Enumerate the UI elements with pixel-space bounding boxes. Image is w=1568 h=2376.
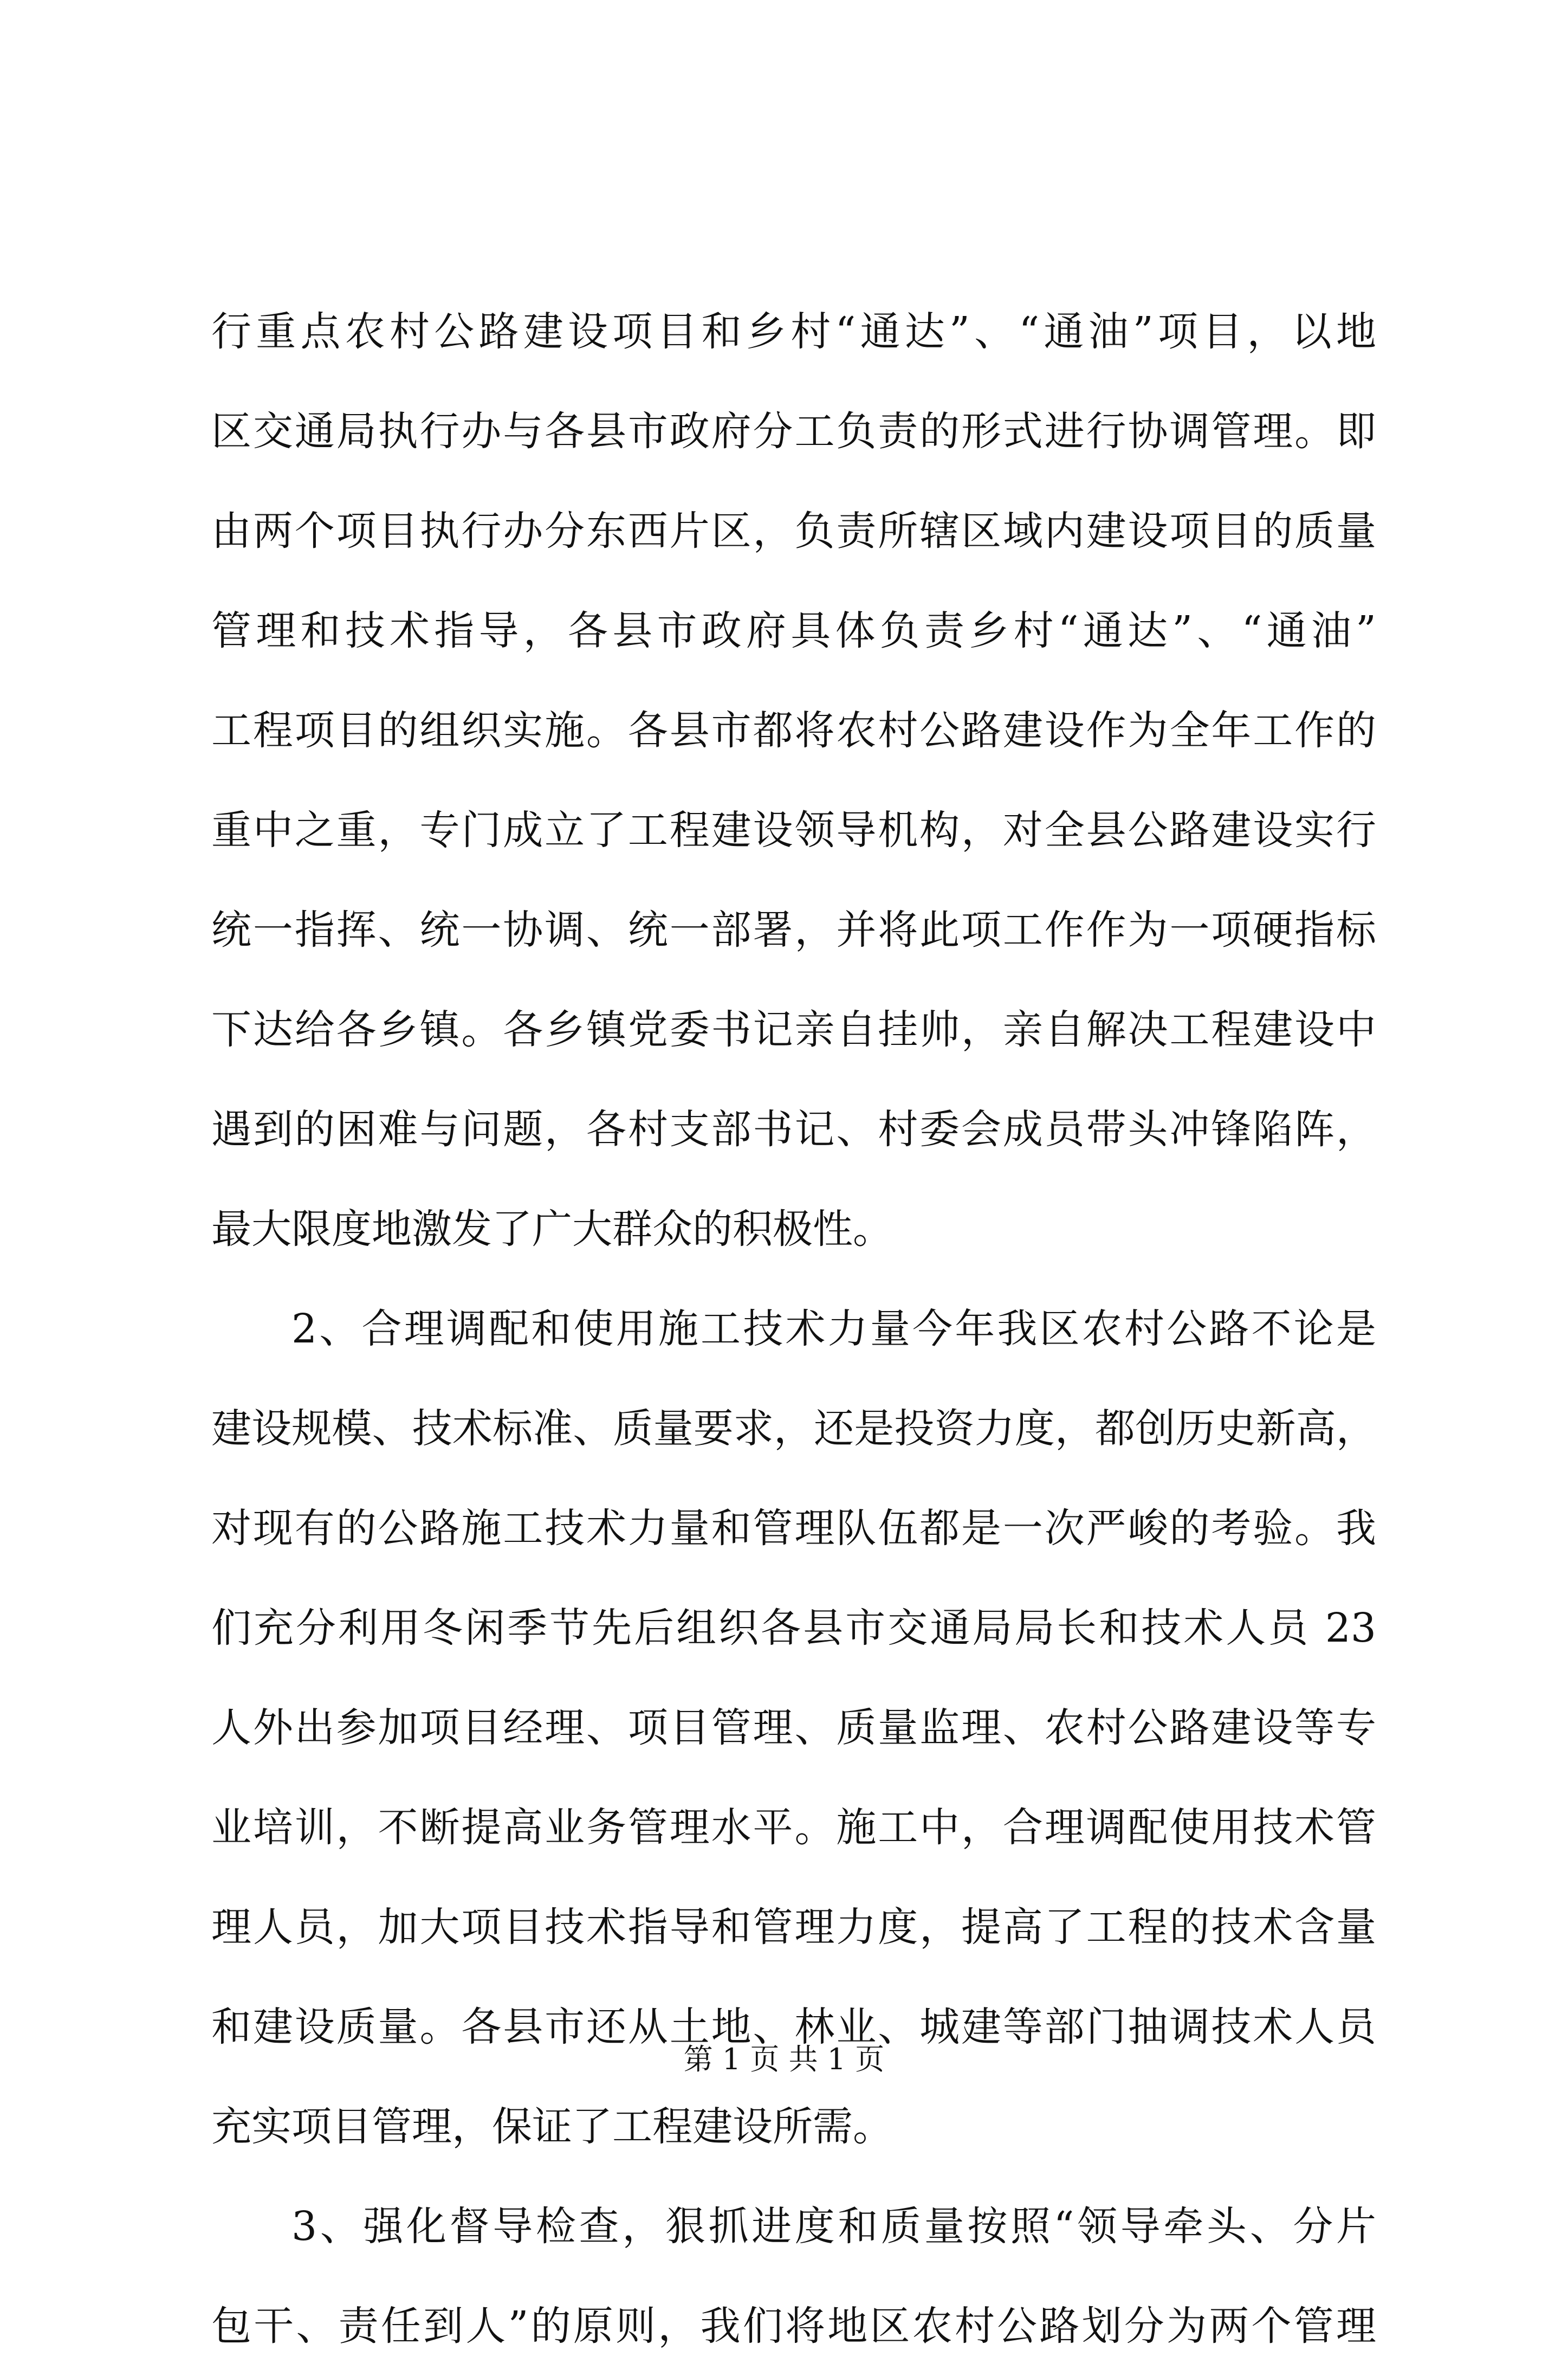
text-line: 工程项目的组织实施。各县市都将农村公路建设作为全年工作的 [211,707,1376,754]
text-line: 们充分利用冬闲季节先后组织各县市交通局局长和技术人员 23 [211,1605,1376,1651]
text-line: 统一指挥、统一协调、统一部署，并将此项工作作为一项硬指标 [211,907,1376,953]
text-line: 遇到的困难与问题，各村支部书记、村委会成员带头冲锋陷阵， [211,1106,1376,1153]
text-line: 充实项目管理，保证了工程建设所需。 [211,2103,893,2150]
text-line: 区交通局执行办与各县市政府分工负责的形式进行协调管理。即 [211,408,1376,455]
text-line: 重中之重，专门成立了工程建设领导机构，对全县公路建设实行 [211,807,1376,854]
text-line: 管理和技术指导，各县市政府具体负责乡村“通达”、“通油” [211,608,1376,654]
text-line: 2、合理调配和使用施工技术力量今年我区农村公路不论是 [291,1306,1376,1352]
text-line: 最大限度地激发了广大群众的积极性。 [211,1206,893,1252]
text-line: 行重点农村公路建设项目和乡村“通达”、“通油”项目，以地 [211,308,1376,355]
text-line: 对现有的公路施工技术力量和管理队伍都是一次严峻的考验。我 [211,1505,1376,1552]
text-line: 建设规模、技术标准、质量要求，还是投资力度，都创历史新高， [211,1405,1376,1452]
page-footer: 第 1 页 共 1 页 [683,2042,885,2076]
text-line: 下达给各乡镇。各乡镇党委书记亲自挂帅，亲自解决工程建设中 [211,1006,1376,1053]
text-line: 由两个项目执行办分东西片区，负责所辖区域内建设项目的质量 [211,508,1376,554]
text-line: 业培训，不断提高业务管理水平。施工中，合理调配使用技术管 [211,1804,1376,1851]
text-line: 理人员，加大项目技术指导和管理力度，提高了工程的技术含量 [211,1904,1376,1951]
text-line: 人外出参加项目经理、项目管理、质量监理、农村公路建设等专 [211,1704,1376,1751]
text-line: 和建设质量。各县市还从土地、林业、城建等部门抽调技术人员 [211,2004,1376,2050]
text-line: 3、强化督导检查，狠抓进度和质量按照“领导牵头、分片 [291,2203,1376,2250]
text-line: 包干、责任到人”的原则，我们将地区农村公路划分为两个管理 [211,2303,1376,2349]
